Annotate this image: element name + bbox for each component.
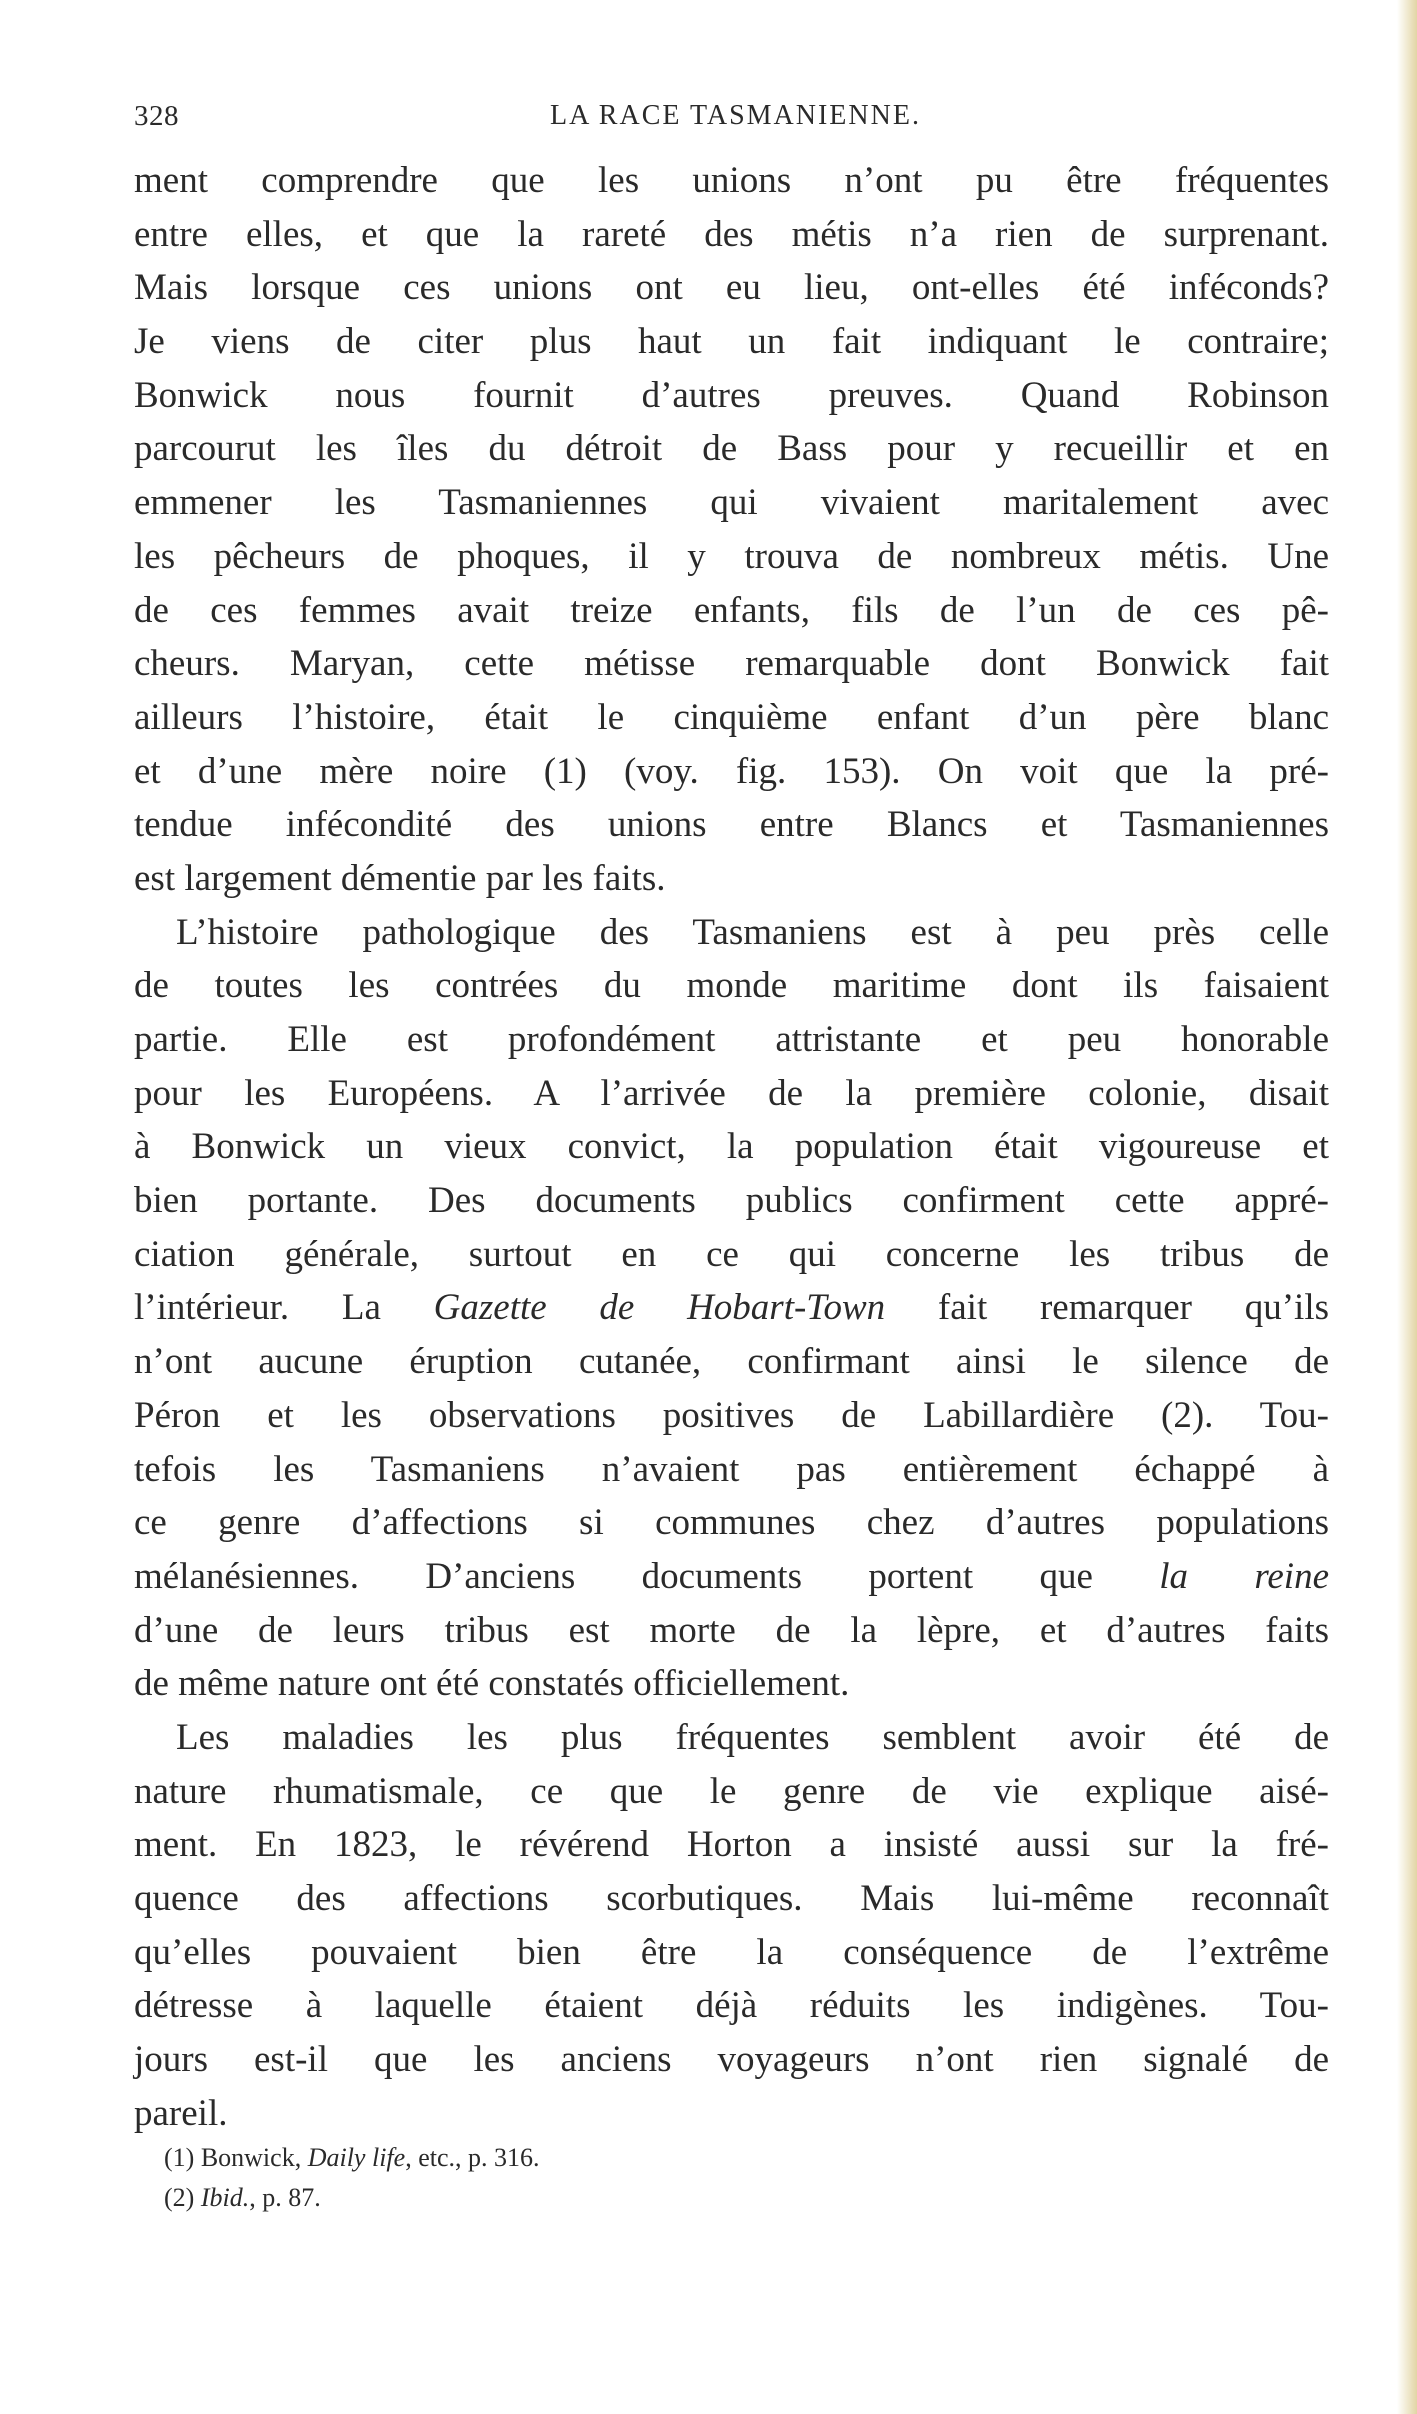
text-line: Péron et les observations positives de Labillardière (2). Tou- (134, 1394, 1329, 1436)
body-text (134, 154, 1329, 2140)
text-line (134, 1281, 1329, 1335)
text-line: de ces femmes avait treize enfants, fils de l’un de ces pê- (134, 589, 1329, 631)
text-line: les pêcheurs de phoques, il y trouva de nombreux métis. Une (134, 535, 1329, 577)
text-line: Mais lorsque ces unions ont eu lieu, ont-elles été inféconds? (134, 267, 1329, 309)
text-line: de toutes les contrées du monde maritime dont ils faisaient (134, 965, 1329, 1007)
text-segment: l’intérieur. La (134, 1287, 434, 1329)
page-number: 328 (134, 100, 179, 132)
text-segment: (2) (164, 2183, 201, 2212)
text-line: à Bonwick un vieux convict, la population était vigoureuse et (134, 1126, 1329, 1168)
text-line: parcourut les îles du détroit de Bass pour y recueillir et en (134, 428, 1329, 470)
italic-title: Gazette de Hobart-Town (433, 1287, 886, 1329)
page-header (134, 100, 1329, 140)
page-edge-shadow (1397, 0, 1417, 2414)
text-line: partie. Elle est profondément attristante et peu honorable (134, 1019, 1329, 1060)
text-line: Je viens de citer plus haut un fait indiquant le contraire; (134, 321, 1329, 363)
footnote-2 (164, 2178, 1064, 2218)
text-line: ment. En 1823, le révérend Horton a insisté aussi sur la fré- (134, 1824, 1329, 1866)
text-line: tefois les Tasmaniens n’avaient pas entièrement échappé à (134, 1448, 1329, 1490)
text-line: de même nature ont été constatés officiellement. (134, 1663, 850, 1705)
running-head: LA RACE TASMANIENNE. (550, 100, 921, 131)
text-line: d’une de leurs tribus est morte de la lèpre, et d’autres faits (134, 1609, 1329, 1651)
text-line: ment comprendre que les unions n’ont pu être fréquentes (134, 160, 1329, 201)
text-line: pareil. (134, 2092, 228, 2134)
text-line: jours est-il que les anciens voyageurs n’ont rien signalé de (134, 2039, 1329, 2081)
text-segment: (1) Bonwick, (164, 2143, 308, 2172)
text-line: emmener les Tasmaniennes qui vivaient maritalement avec (134, 482, 1329, 524)
text-segment: fait remarquer qu’ils (885, 1287, 1329, 1329)
text-line: ce genre d’affections si communes chez d’autres populations (134, 1502, 1329, 1544)
text-line: n’ont aucune éruption cutanée, confirmant ainsi le silence de (134, 1341, 1329, 1383)
text-line: et d’une mère noire (1) (voy. fig. 153). On voit que la pré- (134, 750, 1329, 792)
italic-title: Daily life (307, 2143, 406, 2172)
text-line: bien portante. Des documents publics confirment cette appré- (134, 1180, 1329, 1222)
text-line: Les maladies les plus fréquentes semblent avoir été de (176, 1716, 1329, 1758)
footnote-1 (164, 2138, 1064, 2178)
text-segment: , etc., p. 316. (405, 2143, 540, 2172)
text-segment: mélanésiennes. D’anciens documents portent que (134, 1555, 1160, 1597)
text-line: détresse à laquelle étaient déjà réduits les indigènes. Tou- (134, 1985, 1329, 2027)
text-line: Bonwick nous fournit d’autres preuves. Quand Robinson (134, 374, 1329, 416)
italic-phrase: la reine (1159, 1555, 1330, 1597)
text-line: entre elles, et que la rareté des métis n’a rien de surprenant. (134, 213, 1329, 255)
text-line: L’histoire pathologique des Tasmaniens est à peu près celle (176, 911, 1329, 953)
text-line: ciation générale, surtout en ce qui concerne les tribus de (134, 1233, 1329, 1275)
text-line: nature rhumatismale, ce que le genre de vie explique aisé- (134, 1770, 1329, 1812)
text-line: cheurs. Maryan, cette métisse remarquable dont Bonwick fait (134, 643, 1329, 685)
text-line: pour les Européens. A l’arrivée de la première colonie, disait (134, 1072, 1329, 1114)
text-segment: , p. 87. (249, 2183, 321, 2212)
text-line: tendue infécondité des unions entre Blancs et Tasmaniennes (134, 804, 1329, 846)
text-line (134, 1550, 1329, 1604)
text-line: qu’elles pouvaient bien être la conséquence de l’extrême (134, 1931, 1329, 1973)
text-line: ailleurs l’histoire, était le cinquième enfant d’un père blanc (134, 696, 1329, 738)
footnotes (164, 2138, 1064, 2218)
text-line: quence des affections scorbutiques. Mais lui-même reconnaît (134, 1878, 1329, 1919)
text-line: est largement démentie par les faits. (134, 857, 666, 899)
italic-abbrev: Ibid. (200, 2183, 250, 2212)
